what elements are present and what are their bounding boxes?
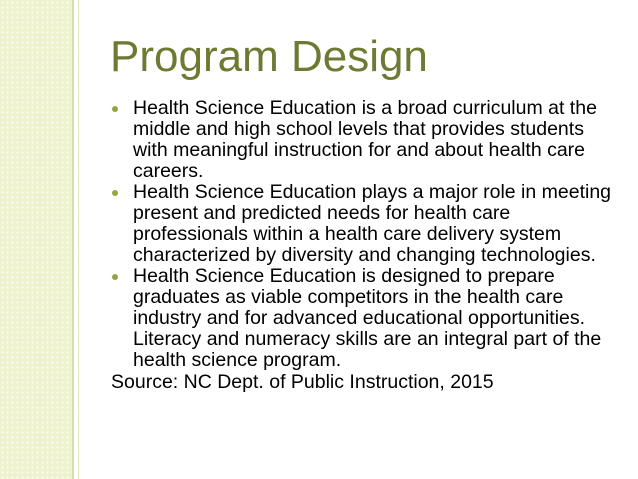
decorative-side-band [0,0,72,479]
bullet-dot-icon [112,274,118,280]
bullet-text: Health Science Education is designed to prepare graduates as viable competitors in the health care industry and for advanced educational opportunities. Literacy and numeracy skills are an integral part of the health science program. [133,265,602,371]
bullet-text: Health Science Education plays a major role in meeting present and predicted needs for health care professionals within a health care delivery system characterized by diversity and changing technologies. [133,181,612,266]
bullet-item [111,98,611,182]
decorative-side-line [72,0,74,479]
slide-title: Program Design [110,32,428,81]
source-citation: Source: NC Dept. of Public Instruction, 2015 [111,371,494,393]
bullet-dot-icon [112,190,118,196]
bullet-item [111,182,611,266]
decorative-side-line-thin [78,0,79,479]
bullet-list [111,98,611,371]
slide-body [111,98,611,393]
bullet-item [111,266,611,371]
bullet-dot-icon [112,106,118,112]
bullet-text: Health Science Education is a broad curriculum at the middle and high school levels that provides students with meaningful instruction for and about health care careers. [133,97,597,182]
